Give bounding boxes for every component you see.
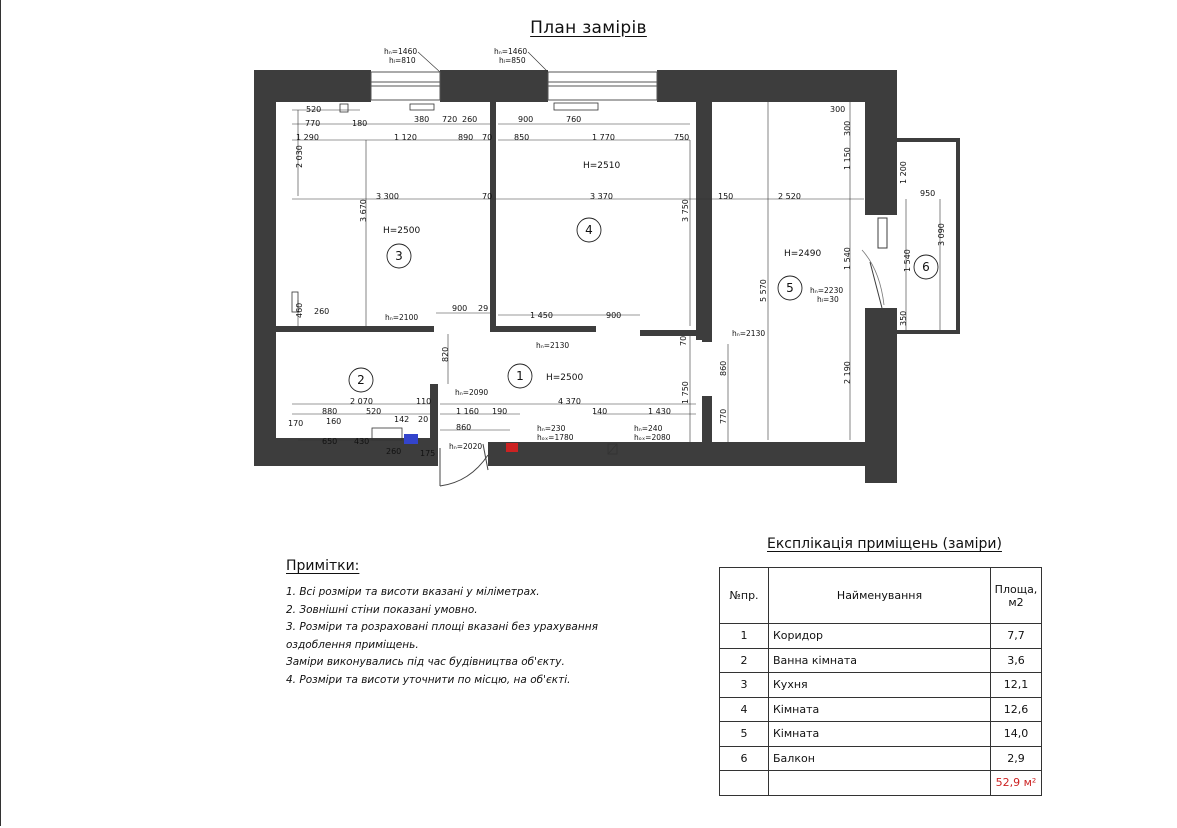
dimension-label: 520 [366,407,382,416]
dimension-label: 180 [352,119,368,128]
row-name: Балкон [769,746,991,771]
row-no: 2 [720,648,769,673]
dimension-label: 3 750 [681,199,690,222]
dimension-label: 1 200 [899,161,908,184]
total-area: 52,9 м² [991,771,1042,796]
dimension-label: 110 [416,397,432,406]
height-labels [384,47,846,451]
note-line: оздоблення приміщень. [286,638,419,651]
room-2-number: 2 [357,373,365,387]
dimension-label: 1 430 [648,407,671,416]
row-name: Ванна кімната [769,648,991,673]
room-3-height: H=2500 [383,226,421,236]
dimension-label: 650 [322,437,338,446]
dimension-label: 150 [718,192,734,201]
service-label-2: hₒₓ=1780 [537,433,574,442]
window-label-1-h2: hₗ=810 [389,56,416,65]
dimension-label: 3 090 [937,223,946,246]
dimension-label: 1 750 [681,381,690,404]
plan-title: План замірів [530,18,647,38]
dimension-label: 3 300 [376,192,399,201]
dimension-label: 142 [394,415,410,424]
dimension-label: 170 [288,419,304,428]
header-area: Площа, м2 [991,568,1042,624]
dimension-label: 70 [482,133,493,142]
dimension-label: 820 [441,346,450,362]
row-area: 3,6 [991,648,1042,673]
door-label-1: hₙ=2100 [385,313,419,322]
dimension-label: 900 [606,311,622,320]
dimension-texts [288,105,946,458]
window-label-2-h1: hₙ=1460 [494,47,528,56]
dimension-label: 20 [418,415,429,424]
table-row [720,648,1042,673]
note-line: 1. Всі розміри та висоти вказані у міліметрах. [286,586,540,598]
dimension-label: 190 [492,407,508,416]
dimension-label: 29 [478,304,489,313]
table-row [720,722,1042,747]
row-name: Коридор [769,624,991,649]
dimension-label: 1 150 [843,147,852,170]
room-4-number: 4 [585,223,593,237]
note-line: 3. Розміри та розраховані площі вказані без урахування [286,621,598,633]
dimension-label: 3 370 [590,192,613,201]
table-row [720,697,1042,722]
dimension-label: 380 [414,115,430,124]
dimension-label: 850 [514,133,530,142]
header-name: Найменування [769,568,991,624]
dimension-label: 1 450 [530,311,553,320]
dimension-label: 2 030 [295,145,304,168]
note-line: 2. Зовнішні стіни показані умовно. [286,603,478,616]
table-row [720,746,1042,771]
dimension-label: 1 290 [296,133,319,142]
door-label-3: hₙ=2130 [732,329,766,338]
dimension-label: 160 [326,417,342,426]
total-empty [720,771,769,796]
dimension-label: 2 520 [778,192,801,201]
row-name: Кімната [769,722,991,747]
row-area: 14,0 [991,722,1042,747]
row-area: 12,1 [991,673,1042,698]
door-label-7: hₗ=30 [817,295,839,304]
dimension-label: 860 [456,423,472,432]
dimension-label: 260 [462,115,478,124]
dimension-label: 720 [442,115,458,124]
row-no: 4 [720,697,769,722]
dimension-label: 430 [354,437,370,446]
explication-title: Експлікація приміщень (заміри) [767,536,1002,552]
dimension-label: 1 120 [394,133,417,142]
service-label-4: hₒₓ=2080 [634,433,671,442]
dimension-label: 770 [719,408,728,424]
room-1-number: 1 [516,369,524,383]
dimension-label: 1 540 [843,247,852,270]
room-1-height: H=2500 [546,373,584,383]
row-area: 12,6 [991,697,1042,722]
row-area: 2,9 [991,746,1042,771]
dimension-label: 175 [420,449,436,458]
dimension-label: 2 070 [350,397,373,406]
dimension-label: 900 [452,304,468,313]
explication-header-row [720,568,1042,624]
dimension-label: 70 [482,192,493,201]
dimension-label: 300 [843,120,852,136]
dimension-label: 750 [674,133,690,142]
room-3-number: 3 [395,249,403,263]
room-4-height: H=2510 [583,161,621,171]
dimension-label: 860 [719,360,728,376]
total-row [720,771,1042,796]
door-label-5: hₙ=2020 [449,442,483,451]
dimension-label: 140 [592,407,608,416]
dimension-label: 760 [566,115,582,124]
header-no: №пр. [720,568,769,624]
dimension-label: 890 [458,133,474,142]
window-label-2-h2: hₗ=850 [499,56,526,65]
dimension-label: 460 [295,302,304,318]
note-line: 4. Розміри та висоти уточнити по місцю, на об'єкті. [286,673,571,686]
exterior-walls [254,70,897,483]
row-no: 3 [720,673,769,698]
window-label-1-h1: hₙ=1460 [384,47,418,56]
row-area: 7,7 [991,624,1042,649]
door-label-6: hₙ=2230 [810,286,844,295]
door-label-4: hₙ=2090 [455,388,489,397]
dimension-label: 350 [899,310,908,326]
dimension-label: 950 [920,189,936,198]
notes-title: Примітки: [286,558,360,574]
dimension-label: 1 770 [592,133,615,142]
notes-block [286,558,706,689]
room-6-number: 6 [922,260,930,274]
dimension-label: 260 [386,447,402,456]
row-no: 1 [720,624,769,649]
row-no: 5 [720,722,769,747]
dimension-label: 70 [679,335,688,346]
dimension-label: 4 370 [558,397,581,406]
dimension-label: 260 [314,307,330,316]
table-row [720,624,1042,649]
dimension-label: 300 [830,105,846,114]
dimension-label: 3 670 [359,199,368,222]
dimension-label: 1 540 [903,249,912,272]
dimension-label: 900 [518,115,534,124]
explication-table [719,567,1042,796]
total-empty [769,771,991,796]
dimension-label: 880 [322,407,338,416]
row-name: Кімната [769,697,991,722]
table-row [720,673,1042,698]
room-5-height: H=2490 [784,249,822,259]
dimension-label: 1 160 [456,407,479,416]
dimension-label: 2 190 [843,361,852,384]
dimension-label: 520 [306,105,322,114]
row-no: 6 [720,746,769,771]
row-name: Кухня [769,673,991,698]
dimension-label: 5 570 [759,279,768,302]
dimension-label: 770 [305,119,321,128]
service-label-1: hₙ=230 [537,424,566,433]
service-label-3: hₙ=240 [634,424,663,433]
note-line: Заміри виконувались під час будівництва об'єкту. [286,656,565,668]
room-5-number: 5 [786,281,794,295]
door-label-2: hₙ=2130 [536,341,570,350]
